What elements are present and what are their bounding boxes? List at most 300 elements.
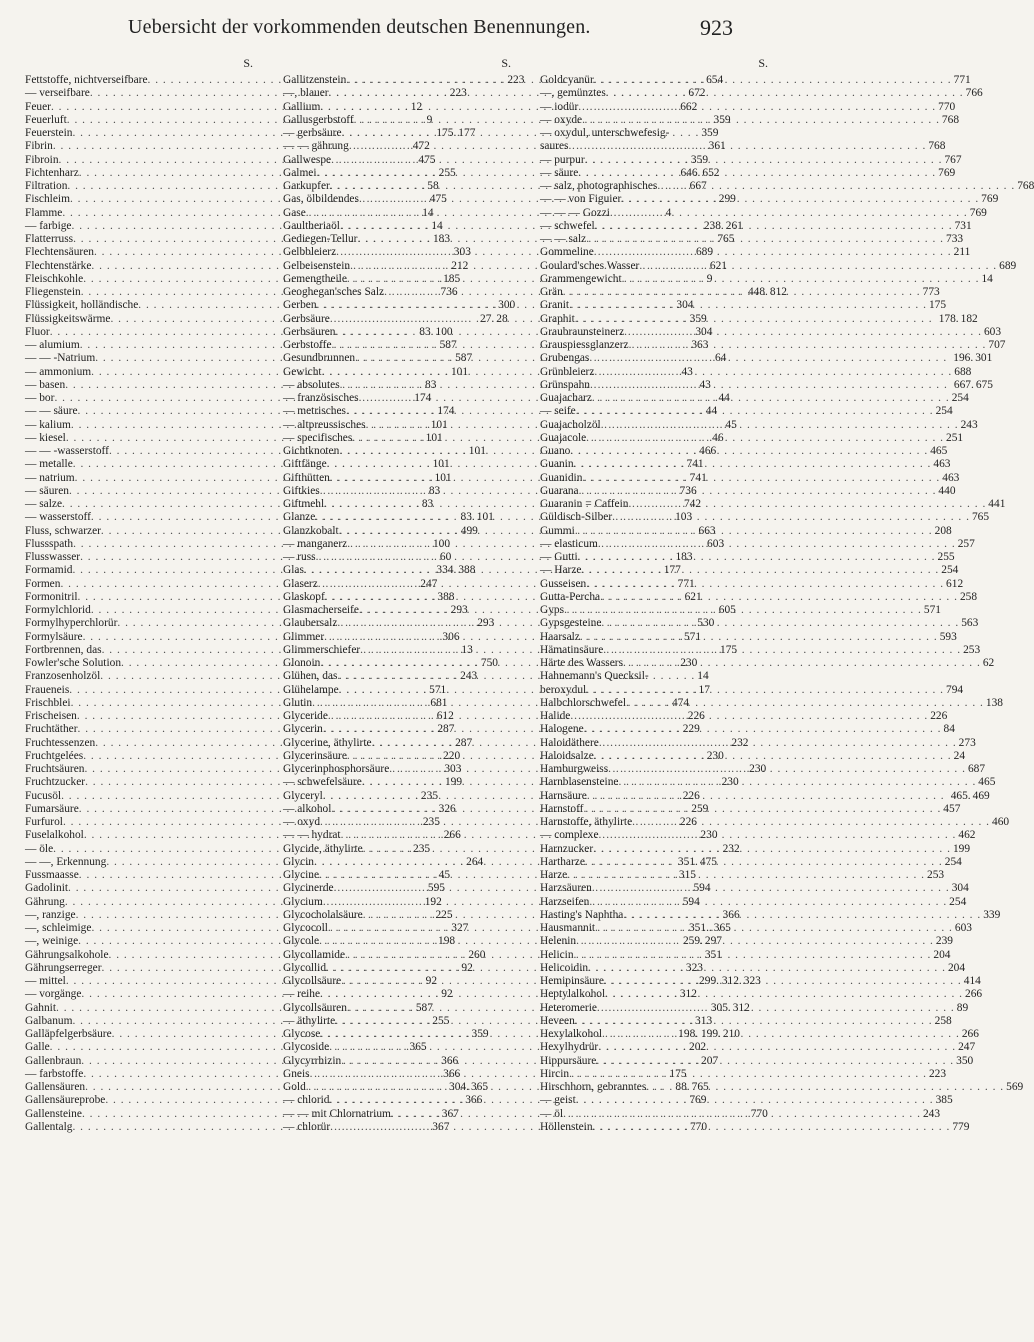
index-entry: [540, 219, 972, 233]
entry-page: 182: [960, 312, 978, 325]
entry-page: 571: [429, 683, 447, 696]
entry-page: 177: [458, 127, 476, 139]
running-title: Uebersicht der vorkommenden deutschen Benennungen.: [128, 16, 591, 38]
entry-page: 58: [427, 180, 439, 192]
entry-page: 612: [436, 710, 454, 722]
entry-term: Giftmehl: [283, 498, 325, 510]
entry-term: Glycin: [283, 855, 315, 868]
entry-term: Feuerstein: [25, 127, 73, 139]
entry-extra-pages: 334.: [436, 564, 457, 577]
entry-term: — säuren: [25, 484, 69, 497]
entry-term: Glycide, äthylirte: [283, 842, 363, 855]
page-column-label: S.: [243, 56, 253, 70]
entry-term: Grauspiessglanzerz: [540, 339, 629, 351]
entry-term: Gaultheriaöl: [283, 219, 340, 232]
leader-dots: [605, 988, 963, 1001]
leader-dots: [587, 790, 945, 803]
entry-page: 742: [683, 498, 702, 510]
entry-page: 736: [440, 286, 458, 298]
leader-dots: [595, 220, 953, 233]
index-entry: [540, 431, 964, 445]
entry-page: 226: [687, 710, 705, 722]
entry-term: Glycollsäuren: [283, 1001, 347, 1014]
entry-page: 100: [432, 537, 451, 550]
entry-term: Glycerine, äthylirte: [283, 736, 372, 749]
entry-term: Gewicht: [283, 365, 322, 378]
entry-extra-pages: 27.: [480, 312, 495, 325]
entry-term: Fortbrennen, das: [25, 643, 102, 656]
entry-page: 687: [967, 763, 986, 775]
entry-page: 765: [717, 233, 735, 245]
leader-dots: [596, 1055, 954, 1068]
entry-term: Hämatinsäure: [540, 643, 604, 656]
leader-dots: [569, 1068, 927, 1081]
entry-term: Gährungserreger: [25, 961, 102, 974]
index-entry: [540, 961, 966, 975]
entry-page: 202: [689, 1041, 707, 1054]
entry-page: 247: [420, 577, 438, 590]
entry-page: 766: [965, 87, 983, 100]
entry-term: Glyceride: [283, 710, 328, 722]
entry-term: — — -Natrium: [25, 352, 96, 365]
entry-term: Helicin: [540, 948, 574, 961]
entry-term: Goulard'sches Wasser: [540, 259, 640, 272]
entry-term: Harnstoff: [540, 802, 584, 815]
entry-page: 101: [450, 365, 469, 378]
index-entry: [540, 524, 952, 538]
entry-page: 304: [951, 882, 969, 895]
index-entry: [540, 617, 979, 630]
entry-term: —, gemünztes: [540, 87, 606, 100]
entry-page: 385: [935, 1094, 953, 1107]
entry-page: 254: [935, 405, 953, 418]
entry-page: 235: [413, 842, 431, 855]
entry-page: 255: [432, 1014, 450, 1027]
entry-extra-pages: 351..: [688, 922, 712, 934]
entry-page: 301: [975, 352, 993, 365]
leader-dots: [579, 485, 937, 498]
entry-page: 351: [704, 948, 722, 961]
index-entry: [540, 630, 957, 644]
entry-page: 235: [422, 816, 440, 828]
leader-dots: [624, 326, 982, 339]
entry-term: Glycollsäure: [283, 975, 342, 987]
entry-page: 365: [409, 1041, 427, 1054]
entry-page: 441: [988, 498, 1006, 510]
leader-dots: [604, 975, 962, 988]
entry-term: Fliegenstein: [25, 286, 81, 298]
entry-page: 92: [441, 988, 453, 1001]
entry-term: Geoghegan'sches Salz: [283, 286, 385, 298]
entry-term: Helicoidin: [540, 961, 589, 974]
entry-page: 220: [443, 749, 461, 762]
entry-term: Fruchtgelées: [25, 749, 84, 762]
entry-page: 101: [468, 445, 486, 457]
entry-page: 769: [689, 1094, 707, 1107]
entry-term: — iodür: [540, 100, 579, 113]
entry-page: 204: [933, 948, 951, 961]
entry-extra-pages: 667.: [953, 378, 974, 391]
leader-dots: [623, 909, 981, 922]
entry-term: Guajacharz: [540, 392, 592, 404]
entry-page: 260: [468, 948, 486, 961]
entry-page: 199: [952, 842, 971, 855]
entry-page: 770: [689, 1120, 708, 1133]
entry-term: — öle: [25, 842, 54, 855]
entry-term: Gallensteine: [25, 1107, 82, 1120]
entry-page: 765: [691, 1081, 709, 1093]
entry-page: 587: [415, 1001, 433, 1014]
entry-term: Gediegen-Tellur: [283, 233, 358, 245]
entry-page: 652: [702, 166, 720, 179]
leader-dots: [608, 763, 966, 776]
entry-page: 208: [934, 524, 952, 537]
leader-dots: [623, 657, 981, 670]
entry-page: 223: [449, 87, 467, 100]
entry-term: Gallenbraun: [25, 1054, 82, 1067]
entry-term: Haloidsalze: [540, 749, 594, 762]
entry-page: 239: [935, 935, 953, 948]
entry-page: 621: [684, 590, 702, 603]
entry-page: 287: [437, 723, 455, 736]
entry-page: 603: [954, 922, 972, 934]
entry-page: 100: [435, 325, 453, 338]
entry-page: 175: [928, 299, 947, 312]
entry-term: — kiesel: [25, 431, 66, 444]
entry-page: 230: [706, 749, 724, 762]
entry-page: 258: [934, 1014, 952, 1027]
leader-dots: [578, 551, 936, 564]
entry-page: 475: [429, 193, 447, 206]
entry-page: 571: [923, 604, 941, 616]
leader-dots: [575, 525, 933, 538]
entry-page: 388: [437, 590, 455, 603]
entry-term: — salze: [25, 498, 63, 510]
index-entry: [540, 1120, 970, 1134]
entry-page: 472: [412, 140, 430, 153]
entry-page: 64: [714, 352, 727, 365]
entry-page: 254: [941, 564, 959, 577]
leader-dots: [599, 829, 957, 842]
entry-term: Fruchtsäuren: [25, 763, 85, 775]
index-entry: [540, 869, 945, 882]
entry-term: Galläpfelgerbsäure: [25, 1028, 112, 1040]
index-entry: [540, 1014, 952, 1028]
entry-extra-pages: 175.: [436, 127, 457, 139]
entry-page: 84: [943, 723, 955, 736]
entry-term: Glutin: [283, 696, 313, 709]
entry-page: 175: [720, 643, 738, 656]
entry-page: 313: [695, 1014, 713, 1027]
entry-term: saures: [540, 140, 569, 153]
entry-page: 60: [439, 551, 452, 563]
index-entry: [540, 246, 971, 259]
leader-dots: [612, 511, 970, 524]
entry-term: — reihe: [283, 988, 321, 1001]
index-entry: [540, 696, 1003, 710]
entry-page: 14: [431, 219, 443, 232]
entry-page: 45: [725, 418, 737, 431]
leader-dots: [622, 273, 980, 286]
entry-term: Fibroin: [25, 153, 59, 166]
entry-term: Gemengtheile: [283, 272, 347, 285]
entry-term: — complexe: [540, 829, 599, 842]
entry-page: 83: [421, 498, 434, 510]
entry-page: 14: [422, 206, 434, 219]
entry-page: 258: [959, 590, 978, 603]
index-entry: [540, 590, 978, 604]
entry-page: 92: [425, 975, 438, 987]
entry-page: 312: [732, 1001, 750, 1014]
entry-page: 654: [706, 74, 724, 86]
index-entry: [540, 325, 1002, 339]
entry-page: 326: [438, 802, 456, 815]
entry-term: — oxydul, unterschwefesig-: [540, 127, 670, 139]
index-entry: [540, 723, 955, 736]
entry-term: Gas, ölbildendes: [283, 193, 359, 206]
index-entry: [540, 829, 976, 842]
leader-dots: [586, 578, 944, 591]
leader-dots: [563, 286, 921, 299]
entry-term: Fluss, schwarzer: [25, 524, 101, 537]
entry-term: Hartharze: [540, 855, 585, 868]
entry-term: Gommeline: [540, 246, 594, 259]
leader-dots: [603, 644, 961, 657]
entry-page: 339: [983, 908, 1001, 921]
entry-term: Glyceryl: [283, 789, 323, 802]
entry-page: 475: [699, 855, 717, 868]
leader-dots: [582, 114, 940, 127]
entry-term: — —, Erkennung: [25, 855, 107, 868]
index-entry: [540, 657, 995, 670]
entry-term: Goldcyanür: [540, 74, 594, 86]
entry-term: Hircin: [540, 1067, 570, 1080]
entry-page: 44: [718, 392, 730, 404]
entry-page: 312: [679, 988, 697, 1001]
entry-term: — verseifbare: [25, 87, 90, 100]
entry-term: Guajacholzöl: [540, 418, 601, 431]
entry-term: Gadolinit: [25, 882, 69, 895]
entry-term: Glanze: [283, 511, 316, 524]
entry-term: Granit: [540, 299, 570, 312]
entry-term: — alumium: [25, 339, 80, 351]
index-entry: [540, 312, 978, 326]
entry-term: Flamme: [25, 206, 63, 219]
entry-term: Gallitzenstein: [283, 74, 347, 86]
entry-page: 750: [480, 657, 498, 669]
entry-term: Guanidin: [540, 471, 583, 484]
index-entry: [540, 180, 1034, 193]
entry-term: Gallium: [283, 100, 321, 113]
entry-term: — französisches: [283, 392, 359, 404]
entry-term: Grubengas: [540, 352, 590, 365]
index-entry: [540, 153, 962, 167]
entry-term: Glycyrrhizin: [283, 1054, 342, 1067]
entry-term: Heteromerie: [540, 1001, 597, 1014]
page-number: 923: [700, 15, 733, 40]
leader-dots: [593, 1121, 951, 1134]
entry-term: Fleischkohle: [25, 272, 84, 285]
leader-dots: [567, 869, 925, 882]
entry-term: Haarsalz: [540, 630, 580, 643]
leader-dots: [657, 180, 1015, 193]
entry-term: Gold: [283, 1081, 306, 1093]
entry-page: 232: [722, 842, 740, 855]
entry-extra-pages: 351.: [677, 855, 698, 868]
entry-term: Giftfänge: [283, 458, 327, 471]
entry-page: 243: [922, 1107, 941, 1120]
entry-page: 103: [675, 511, 693, 524]
leader-dots: [601, 617, 959, 630]
entry-page: 672: [688, 87, 706, 100]
entry-page: 101: [476, 511, 494, 524]
entry-term: Glycium: [283, 895, 323, 908]
entry-page: 563: [961, 617, 979, 630]
entry-page: 359: [689, 312, 707, 325]
entry-page: 266: [965, 988, 983, 1001]
entry-term: Gutta-Percha: [540, 590, 601, 603]
leader-dots: [632, 816, 990, 829]
entry-term: — mittel: [25, 975, 66, 987]
leader-dots: [589, 896, 947, 909]
entry-page: 587: [455, 352, 473, 365]
index-entry: [540, 802, 961, 816]
entry-page: 101: [434, 471, 452, 484]
entry-term: —, ranzige: [25, 908, 76, 921]
entry-page: 212: [451, 259, 469, 272]
entry-page: 101: [430, 418, 448, 431]
entry-page: 689: [999, 259, 1017, 272]
entry-page: 43: [681, 365, 693, 378]
entry-term: Formylchlorid: [25, 604, 91, 616]
index-entry: [540, 948, 951, 962]
entry-page: 230: [700, 829, 718, 842]
entry-term: Gallusgerbstoff: [283, 113, 354, 126]
entry-term: Formamid: [25, 564, 73, 577]
entry-term: Glycocoll: [283, 922, 328, 934]
entry-term: Hippursäure: [540, 1054, 597, 1067]
entry-term: — vorgänge: [25, 988, 82, 1001]
entry-term: Flüssigkeit, holländische: [25, 299, 139, 312]
entry-term: Frischeisen: [25, 710, 77, 722]
entry-term: — — gährung: [283, 140, 349, 153]
leader-dots: [578, 101, 936, 114]
leader-dots: [597, 1002, 955, 1015]
entry-page: 463: [942, 471, 960, 484]
entry-term: Formonitril: [25, 590, 78, 603]
index-entry: [540, 140, 946, 153]
index-entry: [540, 339, 1006, 352]
entry-term: Halogene: [540, 723, 584, 736]
entry-page: 366: [722, 908, 740, 921]
index-entry: [540, 1107, 941, 1121]
index-entry: [540, 749, 966, 763]
entry-extra-pages: 83.: [460, 511, 475, 524]
entry-term: Fucusöl: [25, 789, 62, 802]
index-entry: [540, 365, 972, 379]
entry-page: 773: [922, 286, 940, 298]
entry-term: Halide: [540, 710, 571, 722]
entry-term: Gerben: [283, 299, 317, 312]
entry-page: 768: [1017, 180, 1034, 192]
entry-term: Glycocholalsäure: [283, 908, 363, 921]
entry-term: Feuerluft: [25, 113, 67, 126]
entry-term: Gase: [283, 206, 306, 219]
entry-term: Glaserz: [283, 577, 318, 590]
entry-term: Harzseifen: [540, 895, 590, 908]
entry-page: 475: [418, 153, 436, 166]
entry-page: 768: [928, 140, 946, 153]
entry-page: 259: [691, 802, 709, 815]
entry-term: Hamburgweiss: [540, 763, 609, 775]
index-entry: [540, 1041, 976, 1054]
entry-term: — basen: [25, 378, 66, 391]
entry-page: 226: [679, 816, 697, 828]
entry-term: Glycerinphosphorsäure: [283, 763, 390, 775]
entry-term: — äthylirte: [283, 1014, 336, 1027]
entry-term: Fichtenharz: [25, 166, 79, 179]
entry-term: — elasticum: [540, 537, 598, 550]
entry-term: Gifthütten: [283, 471, 330, 484]
entry-term: — schwefel: [540, 219, 595, 232]
leader-dots: [588, 962, 946, 975]
entry-term: Filtration: [25, 180, 68, 192]
entry-term: Flussspath: [25, 537, 74, 550]
index-entry: [540, 127, 772, 140]
leader-dots: [602, 1028, 960, 1041]
entry-page: 183: [675, 551, 693, 563]
entry-page: 707: [988, 339, 1006, 351]
index-entry: [540, 272, 993, 286]
entry-page: 327: [451, 922, 469, 934]
entry-term: Garkupfer: [283, 180, 330, 192]
entry-page: 273: [958, 736, 976, 749]
index-entry: [540, 392, 969, 405]
entry-term: Graphit: [540, 312, 575, 325]
index-entry: [540, 1028, 979, 1041]
leader-dots: [564, 604, 922, 617]
entry-page: 440: [938, 484, 956, 497]
entry-page: 254: [949, 895, 967, 908]
index-entry: [540, 471, 960, 485]
entry-page: [770, 127, 772, 140]
entry-extra-pages: 198. 199.: [678, 1028, 721, 1040]
leader-dots: [582, 472, 940, 485]
index-entry: [540, 484, 956, 498]
entry-term: Glycoside: [283, 1041, 330, 1054]
entry-term: — wasserstoff: [25, 511, 91, 524]
entry-term: — russ: [283, 551, 316, 563]
entry-term: Glimmer: [283, 630, 325, 643]
entry-page: 770: [938, 100, 956, 113]
leader-dots: [569, 299, 927, 312]
leader-dots: [574, 458, 932, 471]
entry-term: Guajacole: [540, 431, 587, 444]
entry-page: 594: [693, 882, 711, 895]
entry-page: 733: [946, 233, 964, 245]
entry-page: 175: [669, 1067, 687, 1080]
entry-page: 4: [665, 206, 672, 219]
entry-page: 251: [946, 431, 964, 444]
leader-dots: [568, 140, 926, 153]
leader-dots: [618, 776, 976, 789]
entry-page: 28: [496, 312, 508, 325]
entry-page: 223: [928, 1067, 947, 1080]
entry-page: 230: [721, 776, 739, 789]
leader-dots: [649, 670, 770, 683]
entry-term: Fruchtäther: [25, 723, 78, 736]
entry-page: 225: [435, 908, 453, 921]
